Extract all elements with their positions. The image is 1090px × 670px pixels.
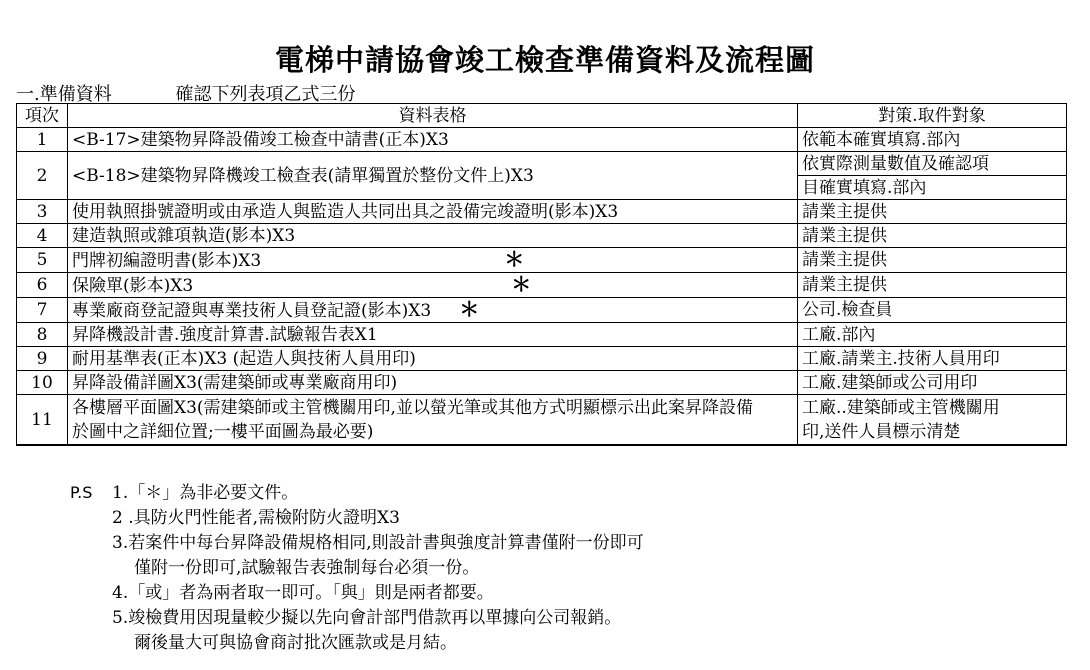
row-target: 請業主提供 xyxy=(798,273,1067,298)
row-number: 4 xyxy=(17,224,68,248)
document-text: 專業廠商登記證與專業技術人員登記證(影本)X3 xyxy=(72,301,432,321)
ps-note: 僅附一份即可,試驗報告表強制每台必須一份。 xyxy=(134,558,480,578)
table-row xyxy=(17,224,1067,248)
document-text: 門牌初編證明書(影本)X3 xyxy=(72,251,262,271)
row-target: 請業主提供 xyxy=(798,200,1067,224)
document-text: 建造執照或雜項執造(影本)X3 xyxy=(72,225,296,246)
row-number: 6 xyxy=(17,273,68,298)
ps-note: 1.「＊」為非必要文件。 xyxy=(112,483,299,503)
row-target: 工廠.建築師或公司用印 xyxy=(798,371,1067,395)
document-text: 昇降設備詳圖X3(需建築師或專業廠商用印) xyxy=(72,372,398,393)
row-document xyxy=(68,200,798,224)
document-text: 保險單(影本)X3 xyxy=(72,276,194,296)
row-number: 5 xyxy=(17,248,68,273)
row-target: 請業主提供 xyxy=(798,224,1067,248)
row-number: 7 xyxy=(17,298,68,323)
row-target: 公司.檢查員 xyxy=(798,298,1067,323)
page-title: 電梯中請協會竣工檢查準備資料及流程圖 xyxy=(274,43,815,77)
header-item-number: 項次 xyxy=(17,104,68,128)
document-text: 使用執照掛號證明或由承造人與監造人共同出具之設備完竣證明(影本)X3 xyxy=(72,201,619,222)
row-target: 工廠.部內 xyxy=(798,323,1067,347)
document-text: <B-18>建築物昇降機竣工檢查表(請單獨置於整份文件上)X3 xyxy=(72,165,534,186)
header-document: 資料表格 xyxy=(68,104,798,128)
document-text: 昇降機設計書.強度計算書.試驗報告表X1 xyxy=(72,324,378,345)
ps-note: 2 .具防火門性能者,需檢附防火證明X3 xyxy=(112,508,400,528)
row-target: 請業主提供 xyxy=(798,248,1067,273)
row-number: 10 xyxy=(17,371,68,395)
document-text: <B-17>建築物昇降設備竣工檢查中請書(正本)X3 xyxy=(72,129,449,150)
table-row xyxy=(17,128,1067,152)
row-target: 依實際測量數值及確認項 xyxy=(798,152,1067,176)
ps-note: 3.若案件中每台昇降設備規格相同,則設計書與強度計算書僅附一份即可 xyxy=(112,533,644,553)
row-document xyxy=(68,298,798,323)
table-row xyxy=(17,371,1067,395)
row-number: 3 xyxy=(17,200,68,224)
row-document xyxy=(68,395,798,446)
document-text: 耐用基準表(正本)X3 (起造人與技術人員用印) xyxy=(72,348,416,369)
row-document xyxy=(68,347,798,371)
ps-notes xyxy=(70,480,644,656)
table-row xyxy=(17,152,1067,176)
row-target: 工廠.請業主.技術人員用印 xyxy=(798,347,1067,371)
table-row xyxy=(17,323,1067,347)
target-line: 工廠..建築師或主管機關用 xyxy=(802,397,1000,418)
table-row xyxy=(17,248,1067,273)
row-number: 9 xyxy=(17,347,68,371)
row-document xyxy=(68,371,798,395)
table-row xyxy=(17,273,1067,298)
documents-table xyxy=(16,103,1067,446)
ps-note: 5.竣檢費用因現量較少擬以先向會計部門借款再以單據向公司報銷。 xyxy=(112,608,622,628)
row-document xyxy=(68,248,798,273)
section-note: 確認下列表項乙式三份 xyxy=(175,84,356,105)
row-document xyxy=(68,323,798,347)
header-target: 對策.取件對象 xyxy=(798,104,1067,128)
table-row xyxy=(17,347,1067,371)
row-target xyxy=(798,395,1067,446)
table-row xyxy=(17,298,1067,323)
row-number: 1 xyxy=(17,128,68,152)
ps-label: P.S xyxy=(70,483,93,502)
optional-star-icon: ＊ xyxy=(511,272,532,296)
optional-star-icon: ＊ xyxy=(459,297,480,321)
optional-star-icon: ＊ xyxy=(504,247,525,271)
table-row xyxy=(17,200,1067,224)
row-number: 11 xyxy=(17,395,68,446)
section-label: 一.準備資料 xyxy=(16,84,112,105)
row-document xyxy=(68,224,798,248)
row-number: 2 xyxy=(17,152,68,200)
ps-note: 4.「或」者為兩者取一即可。「與」則是兩者都要。 xyxy=(112,583,494,603)
row-target: 依範本確實填寫.部內 xyxy=(798,128,1067,152)
row-document xyxy=(68,273,798,298)
ps-note: 爾後量大可與協會商討批次匯款或是月結。 xyxy=(134,633,457,653)
table-header-row xyxy=(17,104,1067,128)
target-line: 印,送件人員標示清楚 xyxy=(802,421,961,442)
row-document xyxy=(68,152,798,200)
row-number: 8 xyxy=(17,323,68,347)
row-document xyxy=(68,128,798,152)
row-target: 目確實填寫.部內 xyxy=(798,176,1067,200)
table-row xyxy=(17,395,1067,446)
document-text: 各樓層平面圖X3(需建築師或主管機關用印,並以螢光筆或其他方式明顯標示出此案昇降設備於圖中之詳細位置;一樓平面圖為最必要) xyxy=(72,397,753,442)
